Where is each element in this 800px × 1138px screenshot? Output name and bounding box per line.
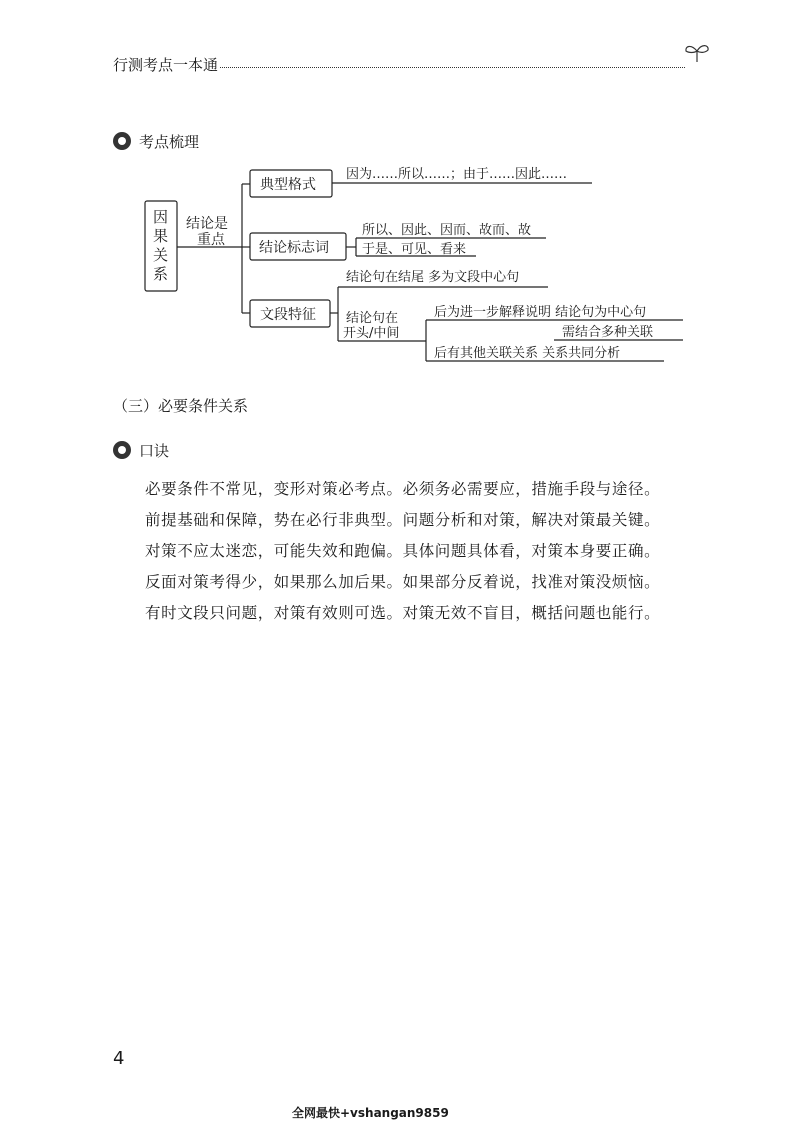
paragraph-mid-label-1: 结论句在 [346, 311, 399, 326]
footer-watermark: 全网最快+vshangan9859 [292, 1106, 449, 1120]
verse-line: 有时文段只问题，对策有效则可选。对策无效不盲目，概括问题也能行。 [145, 604, 661, 622]
paragraph-sub3: 后有其他关联关系 关系共同分析 [434, 346, 621, 361]
root-char-2: 果 [153, 227, 169, 245]
root-char-4: 系 [153, 265, 169, 283]
markers-line1: 所以、因此、因而、故而、故 [362, 223, 532, 238]
paragraph-mid-label-2: 开头/中间 [343, 326, 400, 341]
verse-line: 反面对策考得少，如果那么加后果。如果部分反着说，找准对策没烦恼。 [145, 573, 661, 591]
markers-line2: 于是、可见、看来 [362, 242, 467, 257]
paragraph-sub2: 需结合多种关联 [562, 325, 654, 340]
root-char-3: 关 [153, 246, 169, 264]
root-char-1: 因 [153, 208, 169, 226]
typical-text: 因为……所以……；由于……因此…… [346, 167, 568, 182]
page-number: 4 [113, 1048, 125, 1069]
paragraph-sub1: 后为进一步解释说明 结论句为中心句 [434, 305, 647, 320]
mind-map [0, 0, 800, 400]
branch-label-1: 结论是 [186, 216, 228, 232]
paragraph-label: 文段特征 [260, 307, 316, 323]
markers-label: 结论标志词 [259, 240, 329, 256]
section-heading-necessary-condition: （三）必要条件关系 [113, 397, 249, 415]
header-title: 行测考点一本通 [113, 56, 219, 74]
verse-line: 对策不应太迷恋，可能失效和跑偏。具体问题具体看，对策本身要正确。 [145, 542, 661, 560]
section-label-koujue: 口诀 [139, 442, 170, 460]
verse-line: 前提基础和保障，势在必行非典型。问题分析和对策，解决对策最关键。 [145, 511, 661, 529]
verse-line: 必要条件不常见，变形对策必考点。必须务必需要应，措施手段与途径。 [145, 480, 661, 498]
section-label-kaodian: 考点梳理 [139, 133, 200, 151]
typical-label: 典型格式 [260, 177, 316, 193]
paragraph-end-text: 结论句在结尾 多为文段中心句 [346, 270, 520, 285]
bullet-icon [113, 441, 131, 459]
branch-label-2: 重点 [197, 232, 225, 248]
